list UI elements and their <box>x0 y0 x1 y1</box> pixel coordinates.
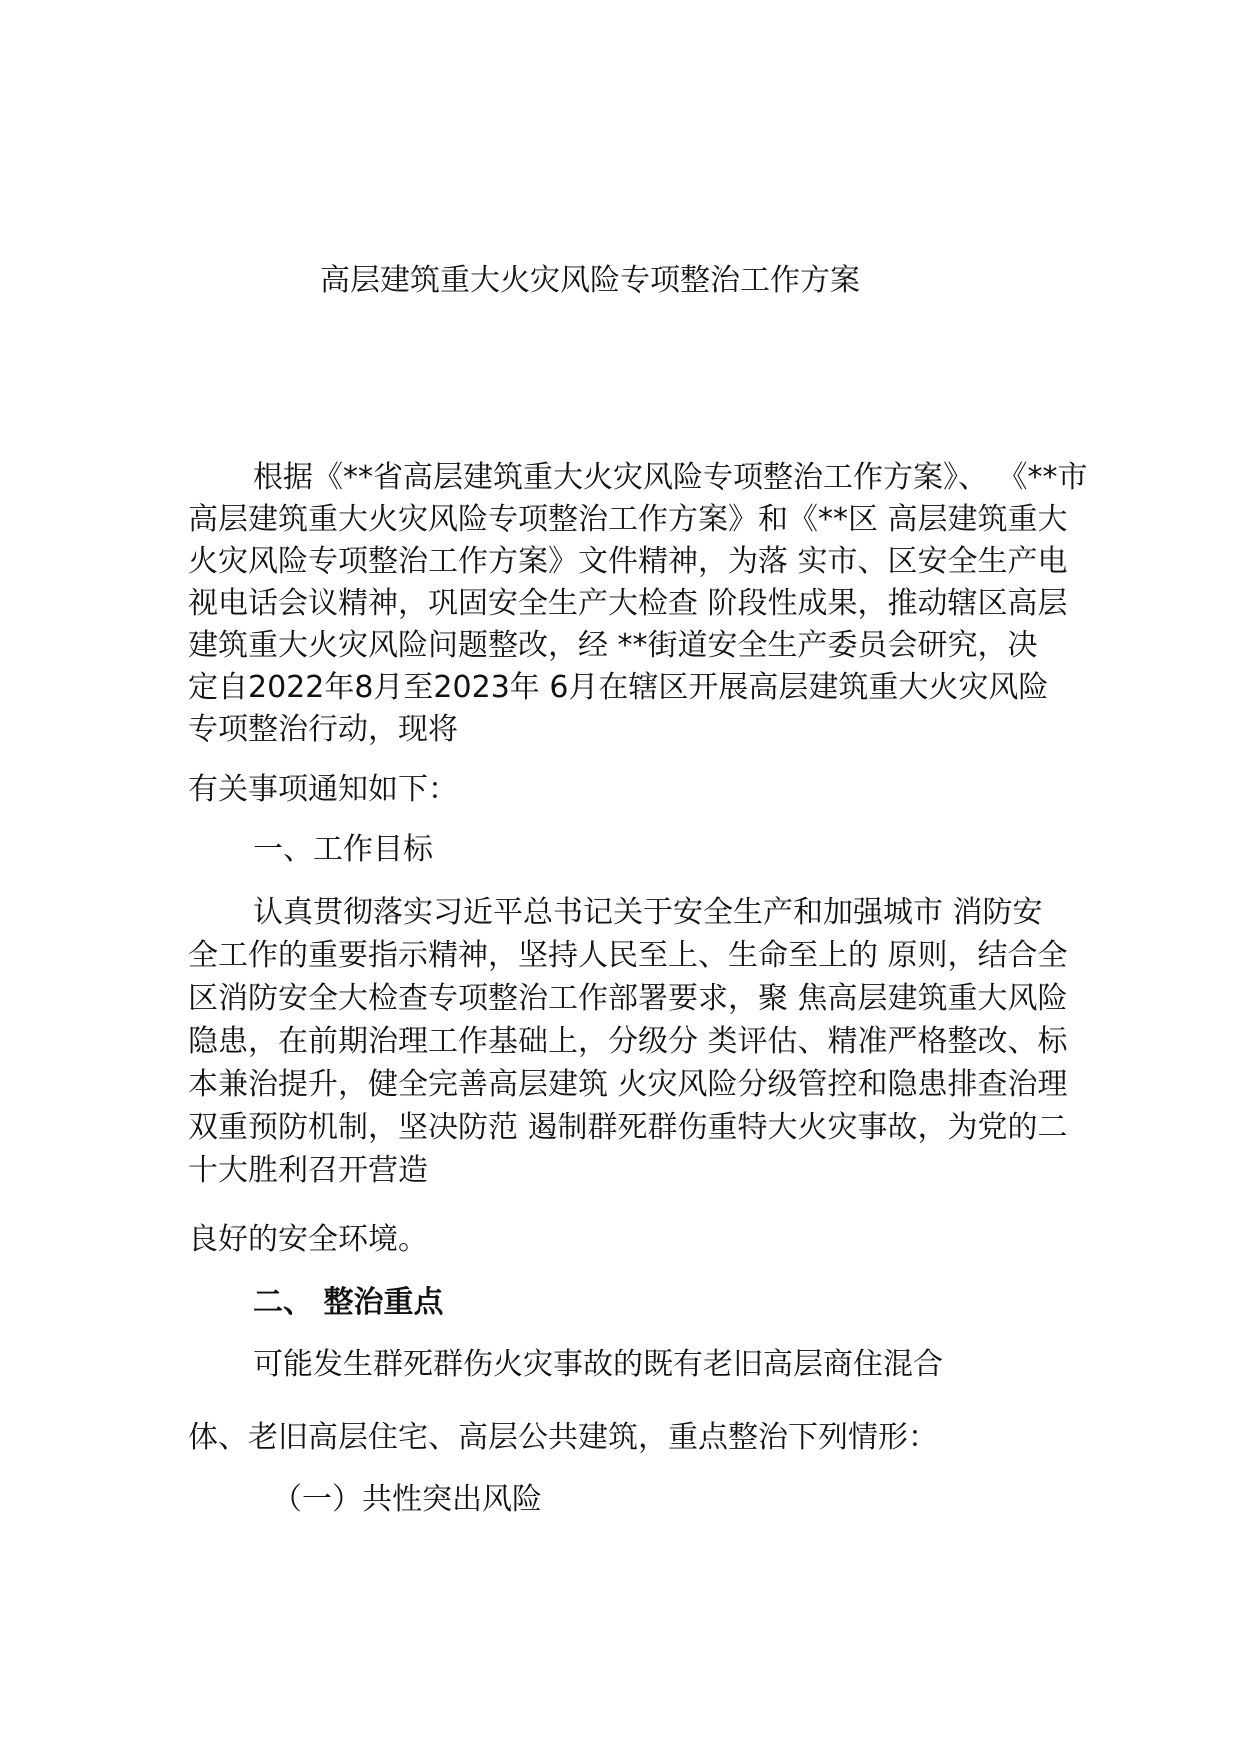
section1-line: 全工作的重要指示精神，坚持人民至上、生命至上的 原则，结合全 <box>188 938 1068 973</box>
section-heading: 一、工作目标 <box>253 832 433 867</box>
section2-line: 体、老旧高层住宅、高层公共建筑，重点整治下列情形： <box>188 1420 938 1455</box>
intro-line: 根据《**省高层建筑重大火灾风险专项整治工作方案》、 《**市 <box>253 460 1088 495</box>
subsection-heading: （一）共性突出风险 <box>272 1482 542 1517</box>
section1-line: 区消防安全大检查专项整治工作部署要求，聚 焦高层建筑重大风险 <box>188 981 1068 1016</box>
document-title: 高层建筑重大火灾风险专项整治工作方案 <box>320 263 860 298</box>
section-heading: 二、 整治重点 <box>253 1285 444 1320</box>
intro-line: 定自2022年8月至2023年 6月在辖区开展高层建筑重大火灾风险 <box>188 670 1049 705</box>
section1-line: 本兼治提升，健全完善高层建筑 火灾风险分级管控和隐患排查治理 <box>188 1067 1068 1102</box>
section1-tail: 良好的安全环境。 <box>188 1222 428 1257</box>
section1-line: 十大胜利召开营造 <box>188 1153 428 1188</box>
intro-line: 火灾风险专项整治工作方案》文件精神，为落 实市、区安全生产电 <box>188 544 1068 579</box>
intro-line: 视电话会议精神，巩固安全生产大检查 阶段性成果，推动辖区高层 <box>188 586 1068 621</box>
section1-line: 隐患，在前期治理工作基础上，分级分 类评估、精准严格整改、标 <box>188 1024 1068 1059</box>
section1-line: 认真贯彻落实习近平总书记关于安全生产和加强城市 消防安 <box>253 895 1043 930</box>
intro-line: 建筑重大火灾风险问题整改，经 **街道安全生产委员会研究，决 <box>188 628 1038 663</box>
intro-line: 高层建筑重大火灾风险专项整治工作方案》和《**区 高层建筑重大 <box>188 502 1068 537</box>
section2-line: 可能发生群死群伤火灾事故的既有老旧高层商住混合 <box>253 1347 943 1382</box>
intro-line: 专项整治行动，现将 <box>188 712 458 747</box>
intro-tail: 有关事项通知如下： <box>188 772 458 807</box>
section1-line: 双重预防机制，坚决防范 遏制群死群伤重特大火灾事故，为党的二 <box>188 1110 1068 1145</box>
